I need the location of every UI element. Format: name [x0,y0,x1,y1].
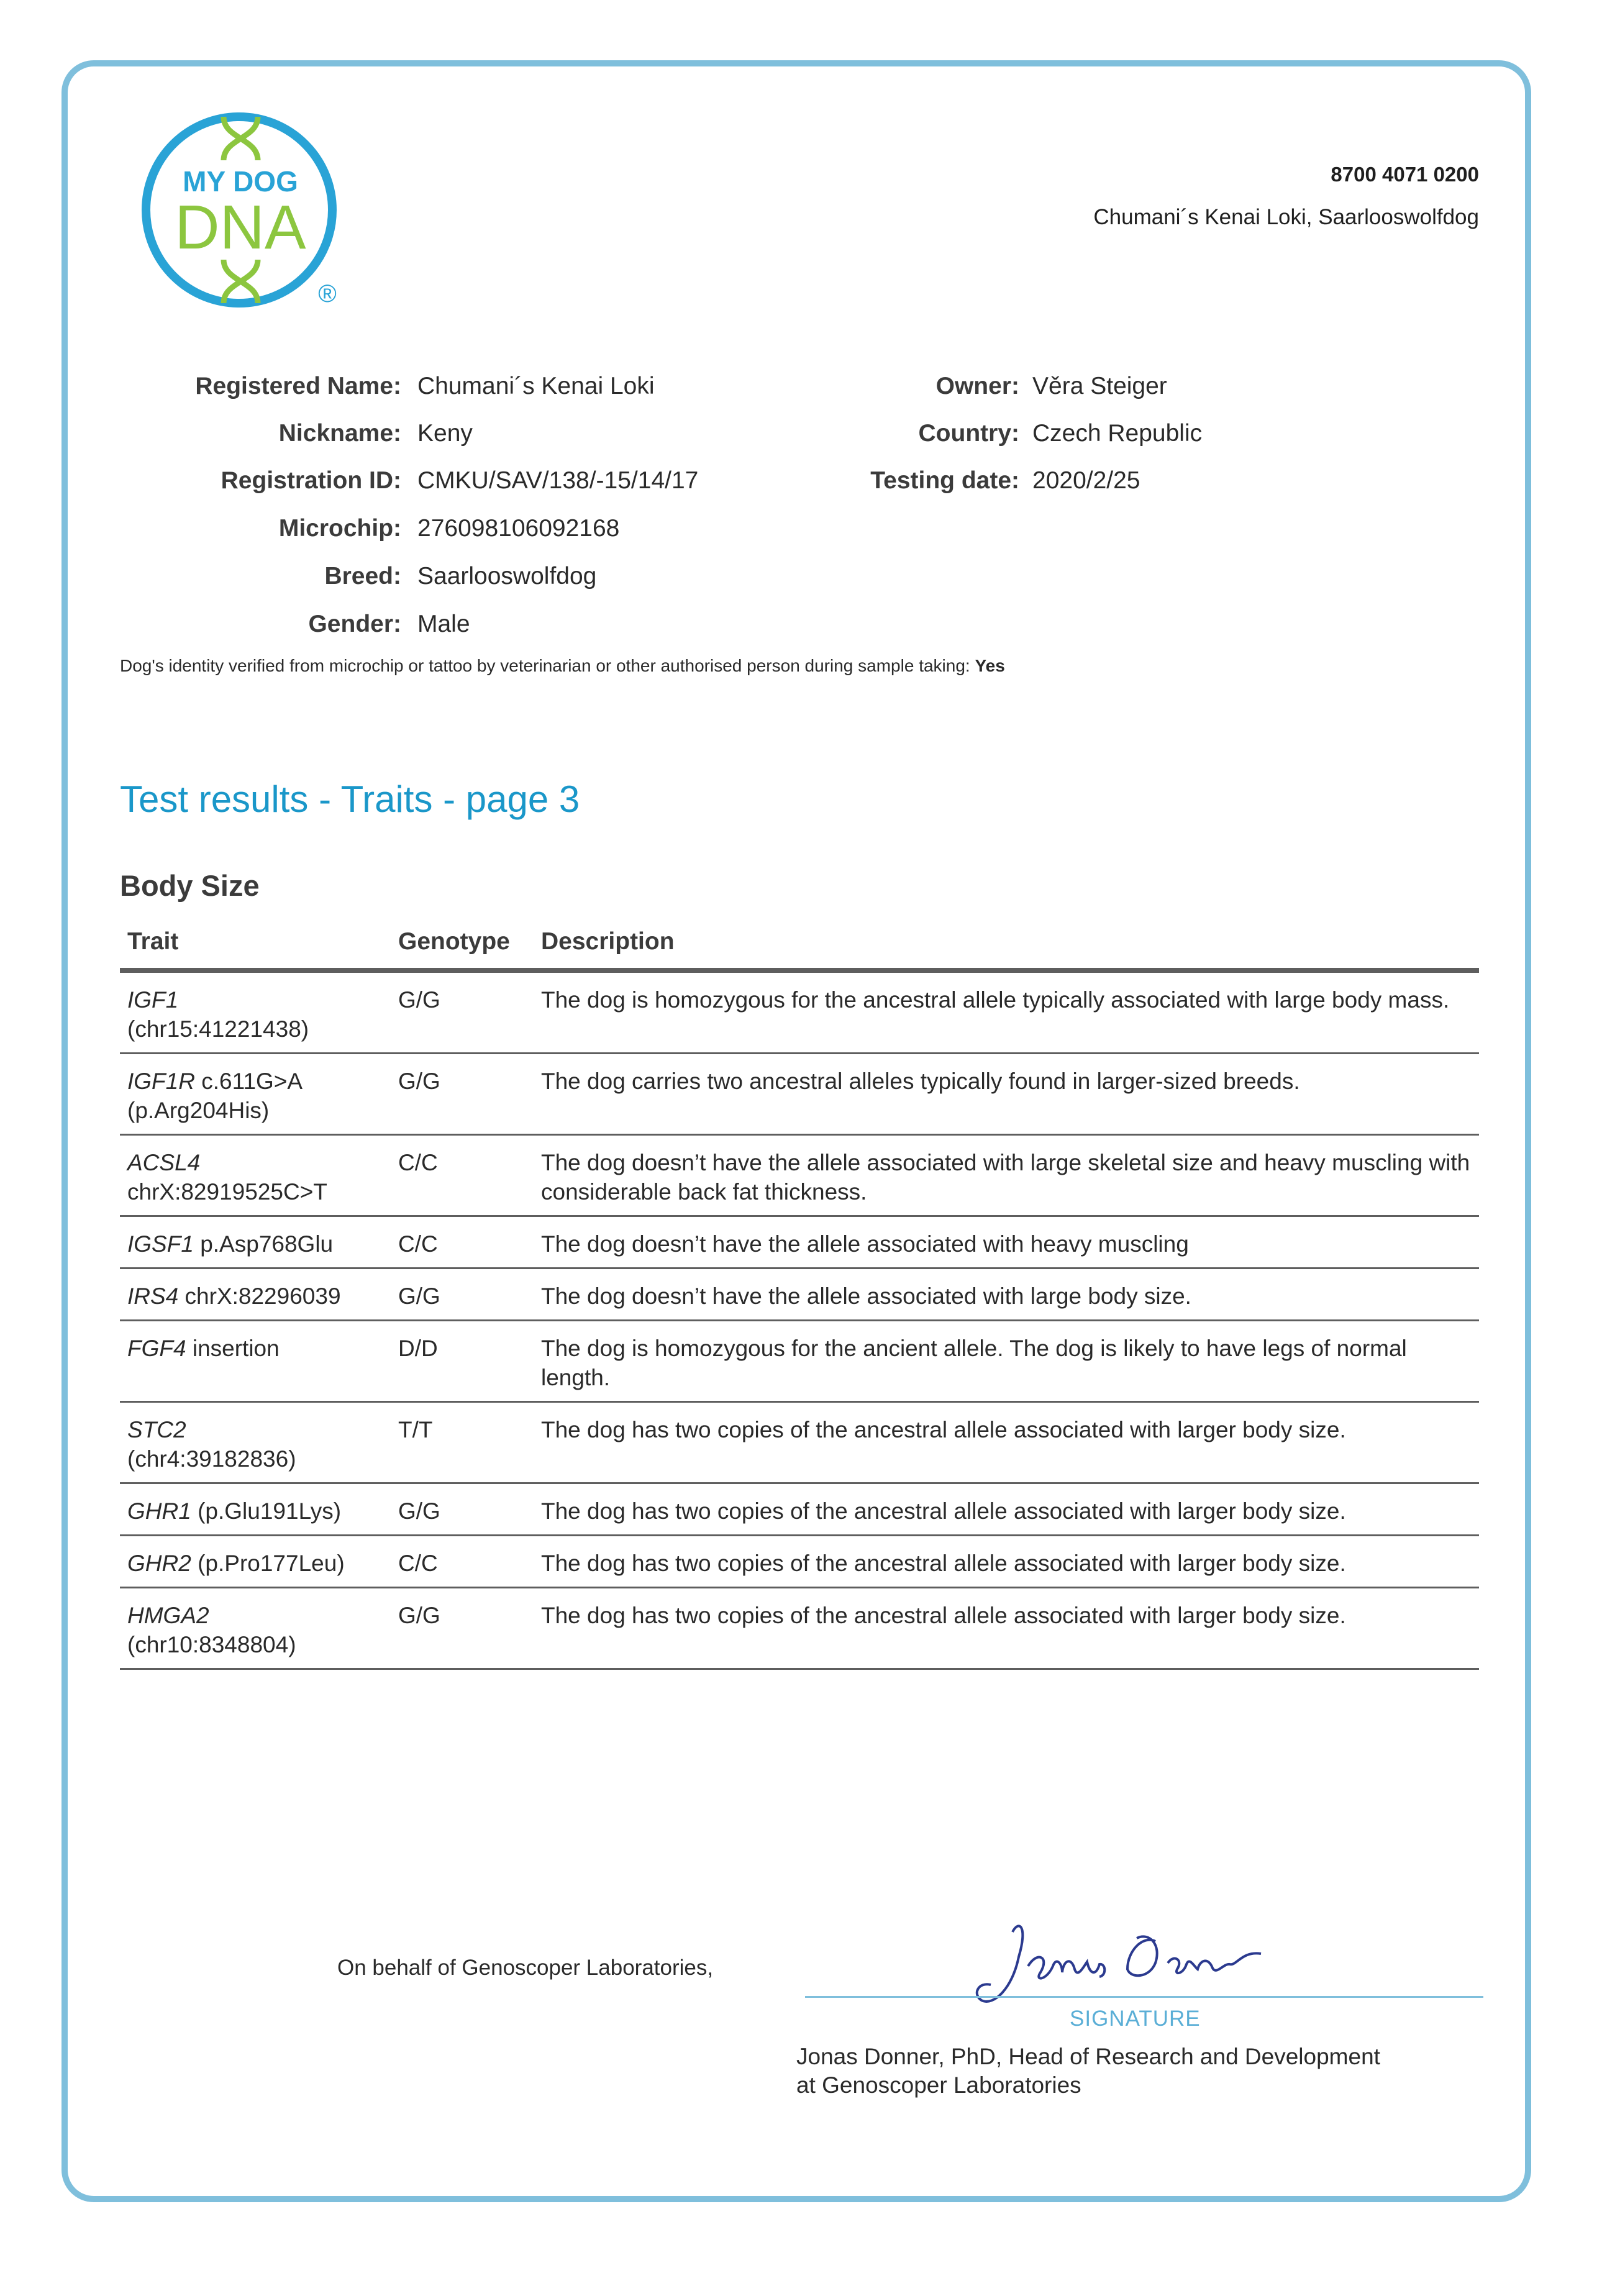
table-row [120,1269,1479,1321]
info-label: Gender: [308,611,401,637]
info-label: Country: [918,420,1019,447]
table-row [120,1483,1479,1536]
description-cell: The dog has two copies of the ancestral allele associated with larger body size. [534,1536,1479,1588]
table-row [120,1402,1479,1483]
gene-name: FGF4 [127,1336,186,1361]
info-value: Keny [417,420,473,447]
variant-detail: chrX:82919525C>T [127,1179,327,1205]
signer-name: Jonas Donner, PhD, Head of Research and Development [796,2044,1380,2069]
gene-name: ACSL4 [127,1150,201,1175]
genotype-cell: G/G [391,970,534,1054]
info-breed [0,559,1602,594]
signer-affiliation: at Genoscoper Laboratories [796,2072,1081,2098]
description-cell: The dog doesn’t have the allele associated with heavy muscling [534,1216,1479,1269]
identity-verified-note [120,656,1005,676]
gene-name: HMGA2 [127,1603,209,1628]
description-cell: The dog doesn’t have the allele associated with large skeletal size and heavy muscling with considerable back fat thickness. [534,1135,1479,1216]
description-cell: The dog has two copies of the ancestral allele associated with larger body size. [534,1588,1479,1669]
info-testing-date [0,463,1602,498]
trait-cell [120,1054,391,1135]
trait-cell [120,1536,391,1588]
variant-detail: c.611G>A (p.Arg204His) [127,1068,308,1123]
info-value: Czech Republic [1032,420,1203,447]
registered-mark: ® [318,280,337,308]
signature-caption: SIGNATURE [1070,2007,1201,2031]
description-cell: The dog is homozygous for the ancestral allele typically associated with large body mass. [534,970,1479,1054]
genotype-cell: T/T [391,1402,534,1483]
info-label: Registered Name: [195,373,401,399]
logo-line1: MY DOG [183,165,298,198]
table-row [120,1321,1479,1402]
gene-name: IRS4 [127,1283,179,1309]
gene-name: GHR1 [127,1498,191,1524]
signature-line [805,1996,1483,1998]
info-value: Saarlooswolfdog [417,563,597,590]
gene-name: IGF1R [127,1068,195,1094]
info-label: Registration ID: [221,467,401,494]
info-label: Breed: [324,563,401,590]
info-label: Nickname: [278,420,401,447]
description-cell: The dog doesn’t have the allele associated with large body size. [534,1269,1479,1321]
variant-detail: chrX:82296039 [178,1283,341,1309]
on-behalf-text: On behalf of Genoscoper Laboratories, [337,1956,714,1980]
traits-table [120,922,1479,1670]
genotype-cell: G/G [391,1588,534,1669]
info-value: Chumani´s Kenai Loki [417,373,655,399]
description-cell: The dog is homozygous for the ancient allele. The dog is likely to have legs of normal length. [534,1321,1479,1402]
info-label: Microchip: [278,515,401,542]
variant-detail: (chr4:39182836) [127,1446,296,1472]
col-header-trait: Trait [120,922,391,970]
info-value: 2020/2/25 [1032,467,1140,494]
col-header-genotype: Genotype [391,922,534,970]
info-label: Owner: [935,373,1019,399]
description-cell: The dog carries two ancestral alleles typically found in larger-sized breeds. [534,1054,1479,1135]
genotype-cell: G/G [391,1054,534,1135]
verified-answer: Yes [975,656,1005,675]
info-value: 276098106092168 [417,515,620,542]
genotype-cell: C/C [391,1135,534,1216]
variant-detail: p.Asp768Glu [193,1231,334,1257]
header-dog-name: Chumani´s Kenai Loki, Saarlooswolfdog [1093,205,1479,229]
table-row [120,970,1479,1054]
info-owner [0,369,1602,404]
trait-cell [120,1321,391,1402]
variant-detail: (chr15:41221438) [127,1016,309,1042]
table-row [120,1054,1479,1135]
variant-detail: (p.Pro177Leu) [191,1551,345,1576]
trait-cell [120,1216,391,1269]
info-microchip [0,511,1602,546]
genotype-cell: D/D [391,1321,534,1402]
info-country [0,416,1602,451]
mydogdna-logo [134,104,357,316]
logo-line2: DNA [175,193,306,262]
description-cell: The dog has two copies of the ancestral allele associated with larger body size. [534,1402,1479,1483]
table-row [120,1135,1479,1216]
test-id: 8700 4071 0200 [1331,163,1479,186]
genotype-cell: G/G [391,1269,534,1321]
trait-cell [120,970,391,1054]
variant-detail: (p.Glu191Lys) [191,1498,342,1524]
variant-detail: (chr10:8348804) [127,1632,296,1657]
gene-name: GHR2 [127,1551,191,1576]
variant-detail: insertion [186,1336,280,1361]
trait-cell [120,1135,391,1216]
genotype-cell: C/C [391,1536,534,1588]
info-value: Věra Steiger [1032,373,1167,399]
table-header-row [120,922,1479,970]
table-row [120,1588,1479,1669]
table-row [120,1536,1479,1588]
genotype-cell: G/G [391,1483,534,1536]
section-heading-body-size: Body Size [120,869,260,902]
description-cell: The dog has two copies of the ancestral allele associated with larger body size. [534,1483,1479,1536]
page-title: Test results - Traits - page 3 [120,778,580,820]
gene-name: IGF1 [127,987,179,1013]
trait-cell [120,1269,391,1321]
gene-name: STC2 [127,1417,186,1442]
gene-name: IGSF1 [127,1231,194,1257]
info-label: Testing date: [870,467,1019,494]
info-value: Male [417,611,470,637]
table-row [120,1216,1479,1269]
verified-text: Dog's identity verified from microchip or tattoo by veterinarian or other authorised person during sample taking: [120,656,975,675]
trait-cell [120,1402,391,1483]
info-gender [0,607,1602,642]
genotype-cell: C/C [391,1216,534,1269]
trait-cell [120,1588,391,1669]
info-value: CMKU/SAV/138/-15/14/17 [417,467,699,494]
trait-cell [120,1483,391,1536]
col-header-description: Description [534,922,1479,970]
